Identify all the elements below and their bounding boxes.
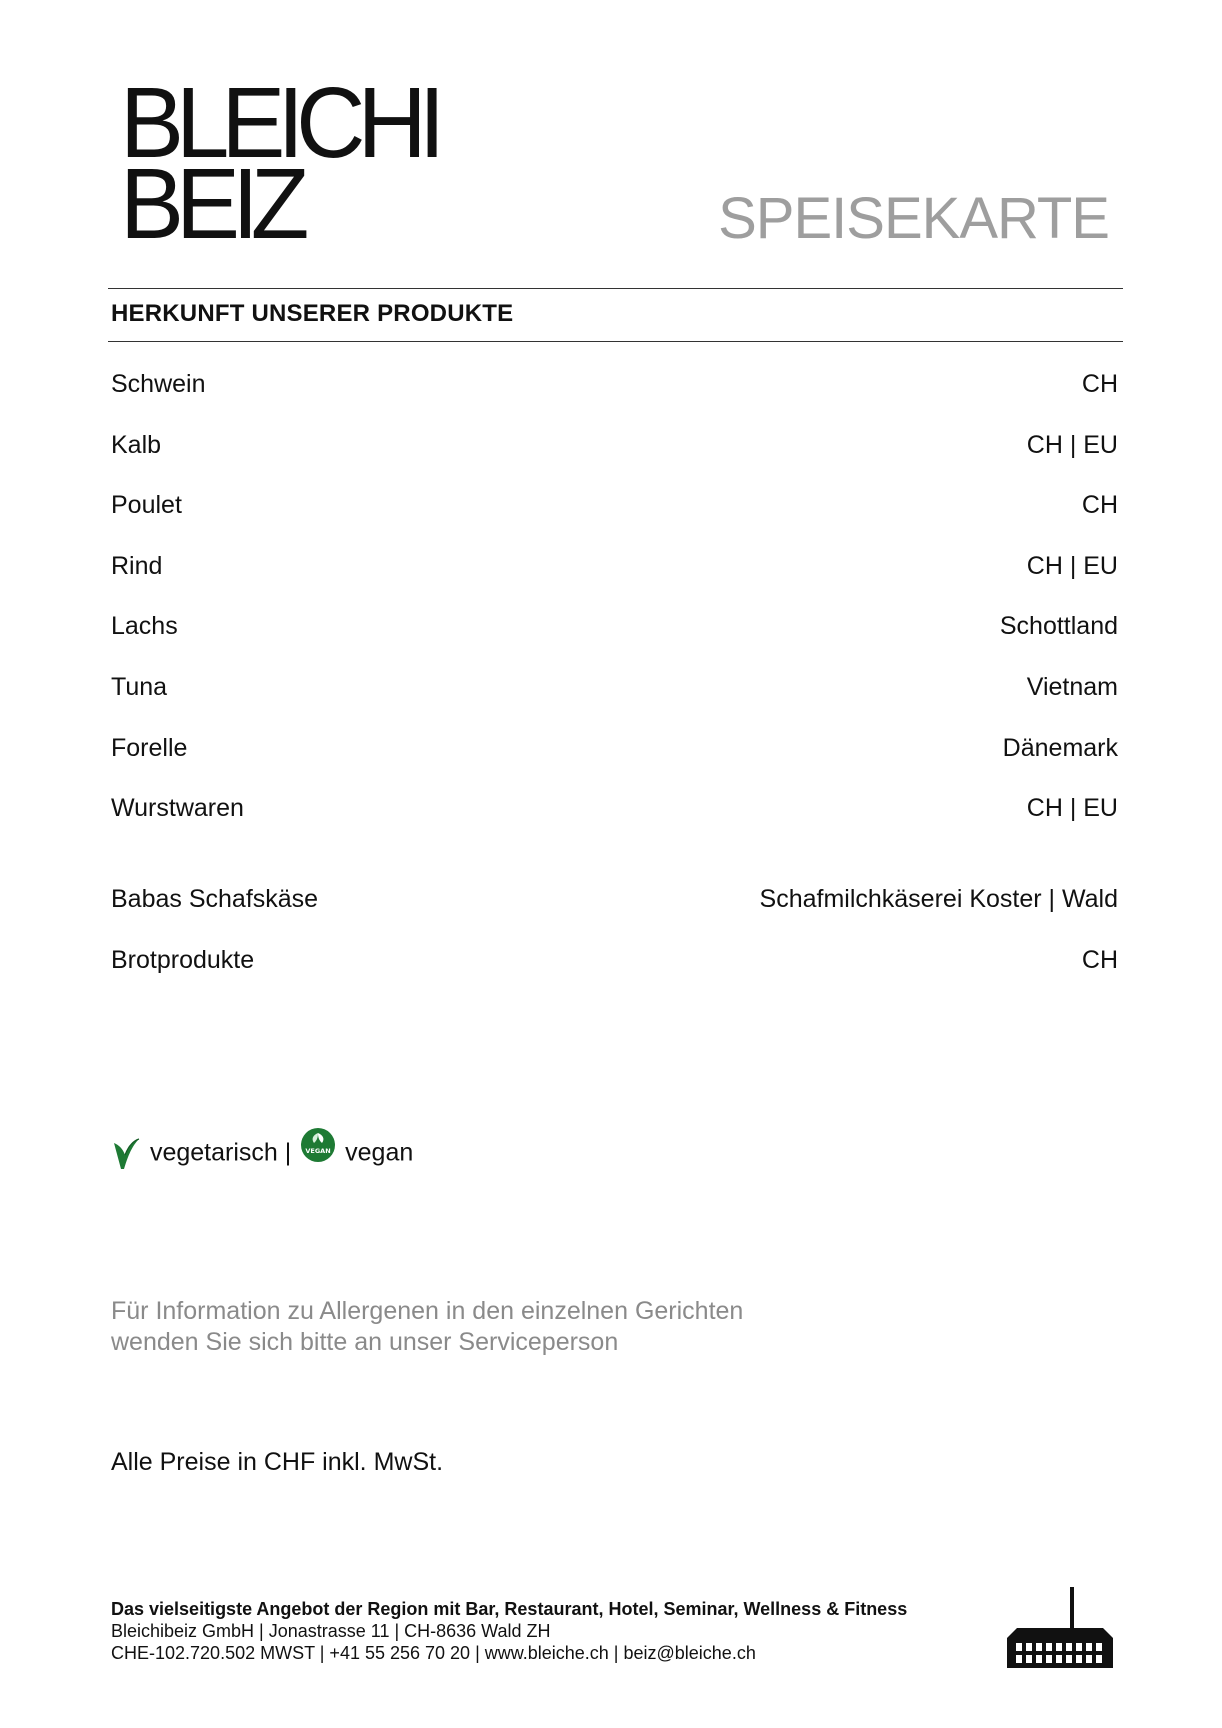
origin-item: Poulet — [111, 491, 182, 519]
footer-tagline: Das vielseitigste Angebot der Region mit Bar, Restaurant, Hotel, Seminar, Wellness & Fitness — [111, 1599, 908, 1619]
origin-row — [111, 885, 1118, 919]
origin-item: Tuna — [111, 673, 168, 701]
origin-country: Schottland — [999, 612, 1118, 640]
footer — [111, 1598, 907, 1664]
logo-line-2: BEIZ — [120, 148, 302, 260]
allergen-note-line-1: Für Information zu Allergenen in den einzelnen Gerichten — [111, 1297, 744, 1325]
origin-country: CH — [1081, 491, 1118, 519]
origin-country: Vietnam — [1026, 673, 1118, 701]
vegan-badge-icon — [300, 1127, 336, 1163]
vegetarian-label: vegetarisch | — [149, 1138, 292, 1167]
allergen-note-line-2: wenden Sie sich bitte an unser Serviceperson — [111, 1328, 619, 1356]
svg-text:VEGAN: VEGAN — [305, 1147, 331, 1155]
origin-item: Lachs — [111, 612, 178, 640]
origin-item: Wurstwaren — [111, 794, 244, 822]
leaf-v-icon — [111, 1133, 141, 1173]
origin-row — [111, 491, 1118, 525]
origin-row — [111, 612, 1118, 646]
bleichi-beiz-logo — [120, 67, 438, 260]
origin-country: CH — [1081, 370, 1118, 398]
origin-item: Schwein — [111, 370, 206, 398]
logo-line-1: BLEICHI — [120, 67, 438, 179]
origin-item: Rind — [111, 552, 163, 580]
origin-row — [111, 946, 1118, 980]
origin-country: Schafmilchkäserei Koster | Wald — [759, 885, 1118, 913]
diet-legend — [111, 1133, 413, 1173]
origin-row — [111, 431, 1118, 465]
origin-country: CH | EU — [1026, 794, 1118, 822]
origin-row — [111, 794, 1118, 828]
origin-row — [111, 552, 1118, 586]
origin-row — [111, 673, 1118, 707]
allergen-note — [111, 1296, 743, 1358]
prices-note: Alle Preise in CHF inkl. MwSt. — [111, 1448, 444, 1476]
origin-item: Forelle — [111, 734, 188, 762]
origin-country: CH | EU — [1026, 431, 1118, 459]
origin-item: Kalb — [111, 431, 162, 459]
origin-item: Babas Schafskäse — [111, 885, 319, 913]
origin-row — [111, 370, 1118, 404]
factory-building-icon — [1005, 1582, 1115, 1672]
vegan-label: vegan — [345, 1138, 414, 1167]
origin-row — [111, 734, 1118, 768]
section-title: HERKUNFT UNSERER PRODUKTE — [111, 300, 514, 327]
header-rule-top — [108, 288, 1123, 289]
footer-address: Bleichibeiz GmbH | Jonastrasse 11 | CH-8636 Wald ZH — [111, 1621, 551, 1641]
origin-item: Brotprodukte — [111, 946, 255, 974]
origin-country: CH | EU — [1026, 552, 1118, 580]
header-rule-bottom — [108, 341, 1123, 342]
footer-contact: CHE-102.720.502 MWST | +41 55 256 70 20 | www.bleiche.ch | beiz@bleiche.ch — [111, 1643, 756, 1663]
origin-country: Dänemark — [1002, 734, 1118, 762]
origin-country: CH — [1081, 946, 1118, 974]
document-title: SPEISEKARTE — [718, 186, 1109, 251]
